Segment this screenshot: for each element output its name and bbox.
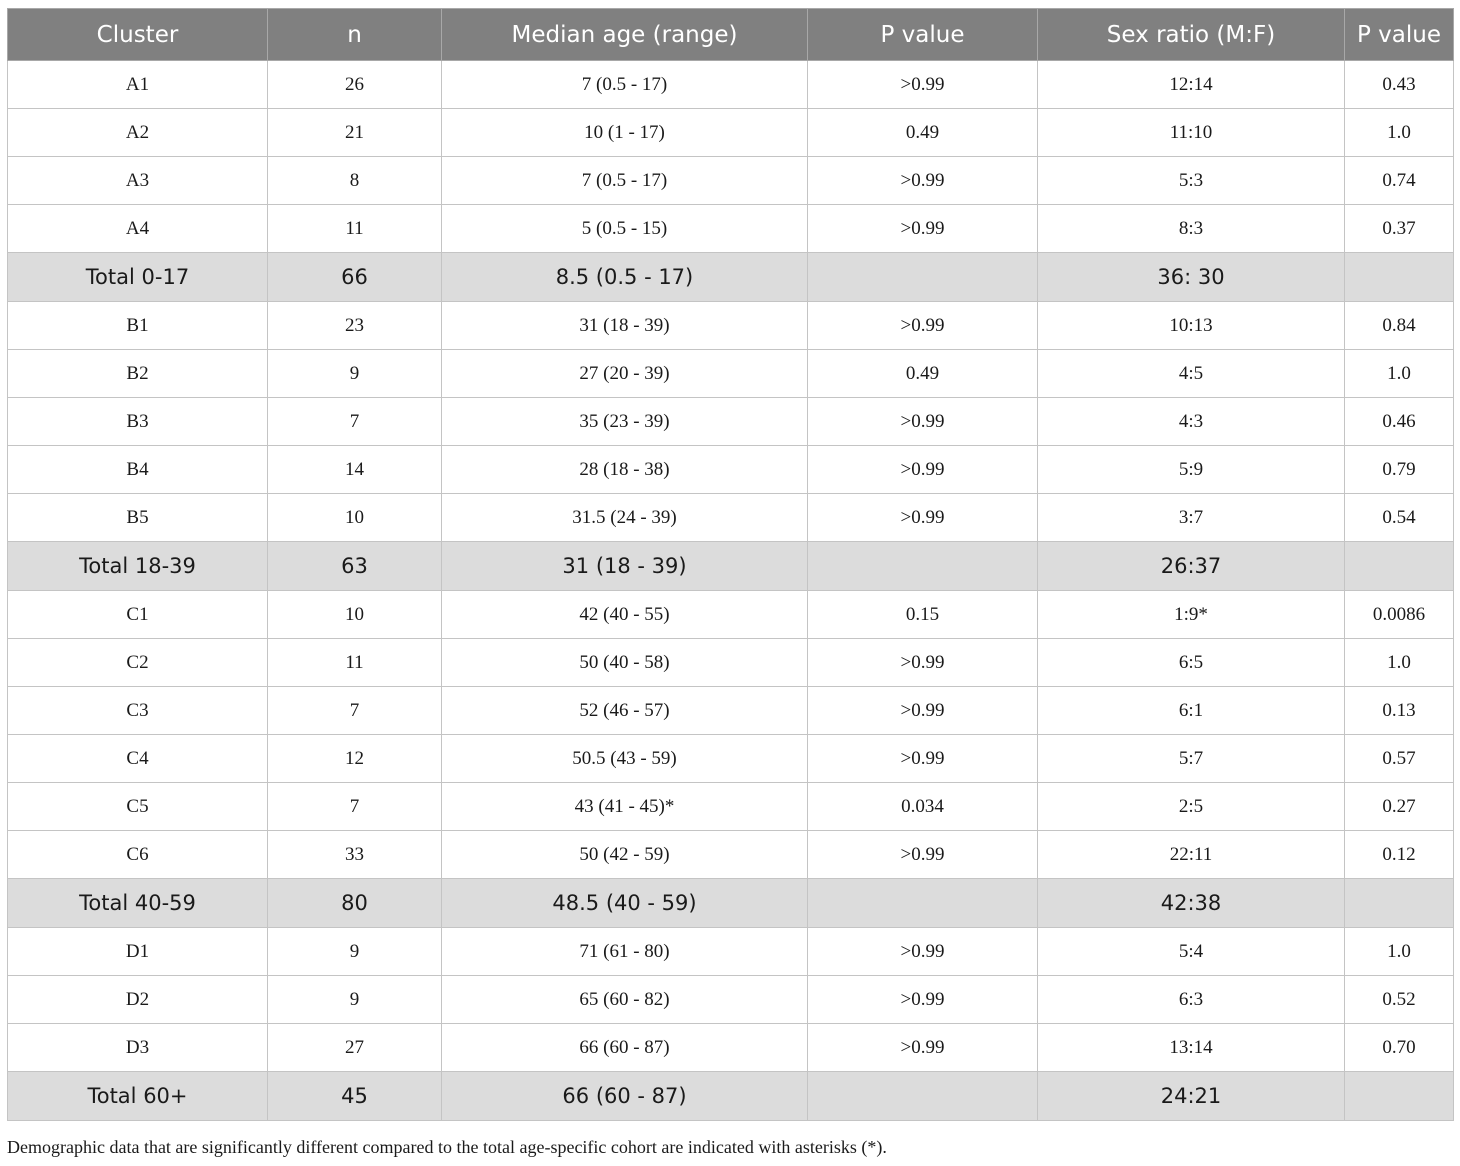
age-p-value-cell: >0.99 bbox=[808, 398, 1038, 446]
table-row bbox=[8, 302, 1454, 350]
median-age-cell: 48.5 (40 - 59) bbox=[442, 879, 808, 928]
sex-ratio-cell: 5:4 bbox=[1038, 928, 1345, 976]
cluster-cell: C3 bbox=[8, 687, 268, 735]
cluster-cell: C4 bbox=[8, 735, 268, 783]
table-row bbox=[8, 639, 1454, 687]
age-p-value-cell: >0.99 bbox=[808, 687, 1038, 735]
table-header bbox=[8, 9, 1454, 61]
cluster-cell: Total 60+ bbox=[8, 1072, 268, 1121]
table-row bbox=[8, 976, 1454, 1024]
cluster-cell: B2 bbox=[8, 350, 268, 398]
sex-ratio-cell: 10:13 bbox=[1038, 302, 1345, 350]
age-p-value-cell: 0.034 bbox=[808, 783, 1038, 831]
table-body bbox=[8, 61, 1454, 1121]
sex-ratio-cell: 8:3 bbox=[1038, 205, 1345, 253]
cluster-cell: D1 bbox=[8, 928, 268, 976]
total-row bbox=[8, 879, 1454, 928]
age-p-value-cell bbox=[808, 542, 1038, 591]
n-cell: 23 bbox=[268, 302, 442, 350]
sex-p-value-cell: 0.43 bbox=[1345, 61, 1454, 109]
n-cell: 8 bbox=[268, 157, 442, 205]
median-age-cell: 50.5 (43 - 59) bbox=[442, 735, 808, 783]
table-row bbox=[8, 735, 1454, 783]
sex-p-value-cell: 0.52 bbox=[1345, 976, 1454, 1024]
sex-p-value-cell: 1.0 bbox=[1345, 109, 1454, 157]
header-sex-ratio: Sex ratio (M:F) bbox=[1038, 9, 1345, 61]
cluster-cell: D2 bbox=[8, 976, 268, 1024]
n-cell: 9 bbox=[268, 350, 442, 398]
sex-ratio-cell: 42:38 bbox=[1038, 879, 1345, 928]
cluster-cell: Total 18-39 bbox=[8, 542, 268, 591]
median-age-cell: 7 (0.5 - 17) bbox=[442, 61, 808, 109]
median-age-cell: 8.5 (0.5 - 17) bbox=[442, 253, 808, 302]
age-p-value-cell bbox=[808, 879, 1038, 928]
sex-p-value-cell bbox=[1345, 542, 1454, 591]
table-row bbox=[8, 157, 1454, 205]
sex-p-value-cell bbox=[1345, 253, 1454, 302]
cluster-cell: B5 bbox=[8, 494, 268, 542]
n-cell: 27 bbox=[268, 1024, 442, 1072]
sex-ratio-cell: 5:3 bbox=[1038, 157, 1345, 205]
median-age-cell: 31 (18 - 39) bbox=[442, 302, 808, 350]
sex-p-value-cell: 0.74 bbox=[1345, 157, 1454, 205]
median-age-cell: 35 (23 - 39) bbox=[442, 398, 808, 446]
n-cell: 12 bbox=[268, 735, 442, 783]
median-age-cell: 65 (60 - 82) bbox=[442, 976, 808, 1024]
n-cell: 66 bbox=[268, 253, 442, 302]
age-p-value-cell: >0.99 bbox=[808, 494, 1038, 542]
age-p-value-cell: 0.49 bbox=[808, 109, 1038, 157]
table-footnote: Demographic data that are significantly different compared to the total age-specific cohort are indicated with asterisks (*). bbox=[7, 1137, 887, 1157]
sex-p-value-cell: 1.0 bbox=[1345, 350, 1454, 398]
cluster-cell: A4 bbox=[8, 205, 268, 253]
n-cell: 7 bbox=[268, 783, 442, 831]
sex-ratio-cell: 11:10 bbox=[1038, 109, 1345, 157]
age-p-value-cell: 0.15 bbox=[808, 591, 1038, 639]
n-cell: 9 bbox=[268, 976, 442, 1024]
sex-ratio-cell: 12:14 bbox=[1038, 61, 1345, 109]
n-cell: 26 bbox=[268, 61, 442, 109]
cluster-cell: A1 bbox=[8, 61, 268, 109]
table-row bbox=[8, 205, 1454, 253]
median-age-cell: 50 (42 - 59) bbox=[442, 831, 808, 879]
cluster-cell: C2 bbox=[8, 639, 268, 687]
sex-p-value-cell: 0.12 bbox=[1345, 831, 1454, 879]
demographics-table bbox=[7, 8, 1454, 1121]
cluster-cell: C1 bbox=[8, 591, 268, 639]
median-age-cell: 71 (61 - 80) bbox=[442, 928, 808, 976]
age-p-value-cell: >0.99 bbox=[808, 735, 1038, 783]
median-age-cell: 66 (60 - 87) bbox=[442, 1024, 808, 1072]
n-cell: 33 bbox=[268, 831, 442, 879]
median-age-cell: 10 (1 - 17) bbox=[442, 109, 808, 157]
sex-p-value-cell: 0.0086 bbox=[1345, 591, 1454, 639]
header-sex-p-value: P value bbox=[1345, 9, 1454, 61]
sex-p-value-cell: 1.0 bbox=[1345, 639, 1454, 687]
sex-ratio-cell: 6:1 bbox=[1038, 687, 1345, 735]
age-p-value-cell bbox=[808, 253, 1038, 302]
sex-p-value-cell: 0.54 bbox=[1345, 494, 1454, 542]
sex-p-value-cell: 1.0 bbox=[1345, 928, 1454, 976]
sex-p-value-cell: 0.27 bbox=[1345, 783, 1454, 831]
median-age-cell: 27 (20 - 39) bbox=[442, 350, 808, 398]
age-p-value-cell: >0.99 bbox=[808, 205, 1038, 253]
n-cell: 63 bbox=[268, 542, 442, 591]
sex-ratio-cell: 3:7 bbox=[1038, 494, 1345, 542]
table-row bbox=[8, 398, 1454, 446]
cluster-cell: B3 bbox=[8, 398, 268, 446]
sex-ratio-cell: 13:14 bbox=[1038, 1024, 1345, 1072]
sex-p-value-cell: 0.70 bbox=[1345, 1024, 1454, 1072]
table-row bbox=[8, 687, 1454, 735]
cluster-cell: A2 bbox=[8, 109, 268, 157]
age-p-value-cell: >0.99 bbox=[808, 1024, 1038, 1072]
age-p-value-cell: >0.99 bbox=[808, 157, 1038, 205]
table-row bbox=[8, 494, 1454, 542]
n-cell: 10 bbox=[268, 591, 442, 639]
sex-p-value-cell: 0.57 bbox=[1345, 735, 1454, 783]
cluster-cell: D3 bbox=[8, 1024, 268, 1072]
cluster-cell: Total 0-17 bbox=[8, 253, 268, 302]
sex-p-value-cell: 0.37 bbox=[1345, 205, 1454, 253]
n-cell: 9 bbox=[268, 928, 442, 976]
age-p-value-cell: >0.99 bbox=[808, 61, 1038, 109]
sex-p-value-cell bbox=[1345, 1072, 1454, 1121]
median-age-cell: 31 (18 - 39) bbox=[442, 542, 808, 591]
header-age-p-value: P value bbox=[808, 9, 1038, 61]
sex-ratio-cell: 4:5 bbox=[1038, 350, 1345, 398]
median-age-cell: 5 (0.5 - 15) bbox=[442, 205, 808, 253]
n-cell: 11 bbox=[268, 639, 442, 687]
total-row bbox=[8, 542, 1454, 591]
median-age-cell: 66 (60 - 87) bbox=[442, 1072, 808, 1121]
median-age-cell: 28 (18 - 38) bbox=[442, 446, 808, 494]
age-p-value-cell: >0.99 bbox=[808, 928, 1038, 976]
table-row bbox=[8, 350, 1454, 398]
sex-ratio-cell: 26:37 bbox=[1038, 542, 1345, 591]
age-p-value-cell: >0.99 bbox=[808, 831, 1038, 879]
sex-ratio-cell: 1:9* bbox=[1038, 591, 1345, 639]
n-cell: 11 bbox=[268, 205, 442, 253]
n-cell: 80 bbox=[268, 879, 442, 928]
cluster-cell: B4 bbox=[8, 446, 268, 494]
median-age-cell: 31.5 (24 - 39) bbox=[442, 494, 808, 542]
sex-ratio-cell: 5:7 bbox=[1038, 735, 1345, 783]
median-age-cell: 50 (40 - 58) bbox=[442, 639, 808, 687]
median-age-cell: 7 (0.5 - 17) bbox=[442, 157, 808, 205]
sex-ratio-cell: 36: 30 bbox=[1038, 253, 1345, 302]
cluster-cell: Total 40-59 bbox=[8, 879, 268, 928]
table-row bbox=[8, 109, 1454, 157]
sex-ratio-cell: 24:21 bbox=[1038, 1072, 1345, 1121]
total-row bbox=[8, 253, 1454, 302]
cluster-cell: A3 bbox=[8, 157, 268, 205]
sex-p-value-cell: 0.13 bbox=[1345, 687, 1454, 735]
header-row bbox=[8, 9, 1454, 61]
age-p-value-cell: >0.99 bbox=[808, 446, 1038, 494]
age-p-value-cell: >0.99 bbox=[808, 976, 1038, 1024]
header-cluster: Cluster bbox=[8, 9, 268, 61]
table-row bbox=[8, 1024, 1454, 1072]
sex-ratio-cell: 2:5 bbox=[1038, 783, 1345, 831]
n-cell: 14 bbox=[268, 446, 442, 494]
table-row bbox=[8, 61, 1454, 109]
header-n: n bbox=[268, 9, 442, 61]
cluster-cell: C6 bbox=[8, 831, 268, 879]
table-row bbox=[8, 831, 1454, 879]
sex-ratio-cell: 4:3 bbox=[1038, 398, 1345, 446]
sex-ratio-cell: 6:5 bbox=[1038, 639, 1345, 687]
n-cell: 7 bbox=[268, 687, 442, 735]
median-age-cell: 52 (46 - 57) bbox=[442, 687, 808, 735]
header-median-age: Median age (range) bbox=[442, 9, 808, 61]
n-cell: 21 bbox=[268, 109, 442, 157]
sex-p-value-cell: 0.84 bbox=[1345, 302, 1454, 350]
age-p-value-cell bbox=[808, 1072, 1038, 1121]
sex-p-value-cell: 0.79 bbox=[1345, 446, 1454, 494]
age-p-value-cell: 0.49 bbox=[808, 350, 1038, 398]
sex-ratio-cell: 5:9 bbox=[1038, 446, 1345, 494]
table-row bbox=[8, 446, 1454, 494]
n-cell: 7 bbox=[268, 398, 442, 446]
sex-ratio-cell: 6:3 bbox=[1038, 976, 1345, 1024]
sex-p-value-cell: 0.46 bbox=[1345, 398, 1454, 446]
sex-p-value-cell bbox=[1345, 879, 1454, 928]
table-row bbox=[8, 783, 1454, 831]
median-age-cell: 42 (40 - 55) bbox=[442, 591, 808, 639]
age-p-value-cell: >0.99 bbox=[808, 302, 1038, 350]
age-p-value-cell: >0.99 bbox=[808, 639, 1038, 687]
demographics-table-container bbox=[7, 8, 1453, 1121]
table-row bbox=[8, 591, 1454, 639]
sex-ratio-cell: 22:11 bbox=[1038, 831, 1345, 879]
median-age-cell: 43 (41 - 45)* bbox=[442, 783, 808, 831]
n-cell: 10 bbox=[268, 494, 442, 542]
table-row bbox=[8, 928, 1454, 976]
cluster-cell: C5 bbox=[8, 783, 268, 831]
n-cell: 45 bbox=[268, 1072, 442, 1121]
total-row bbox=[8, 1072, 1454, 1121]
cluster-cell: B1 bbox=[8, 302, 268, 350]
